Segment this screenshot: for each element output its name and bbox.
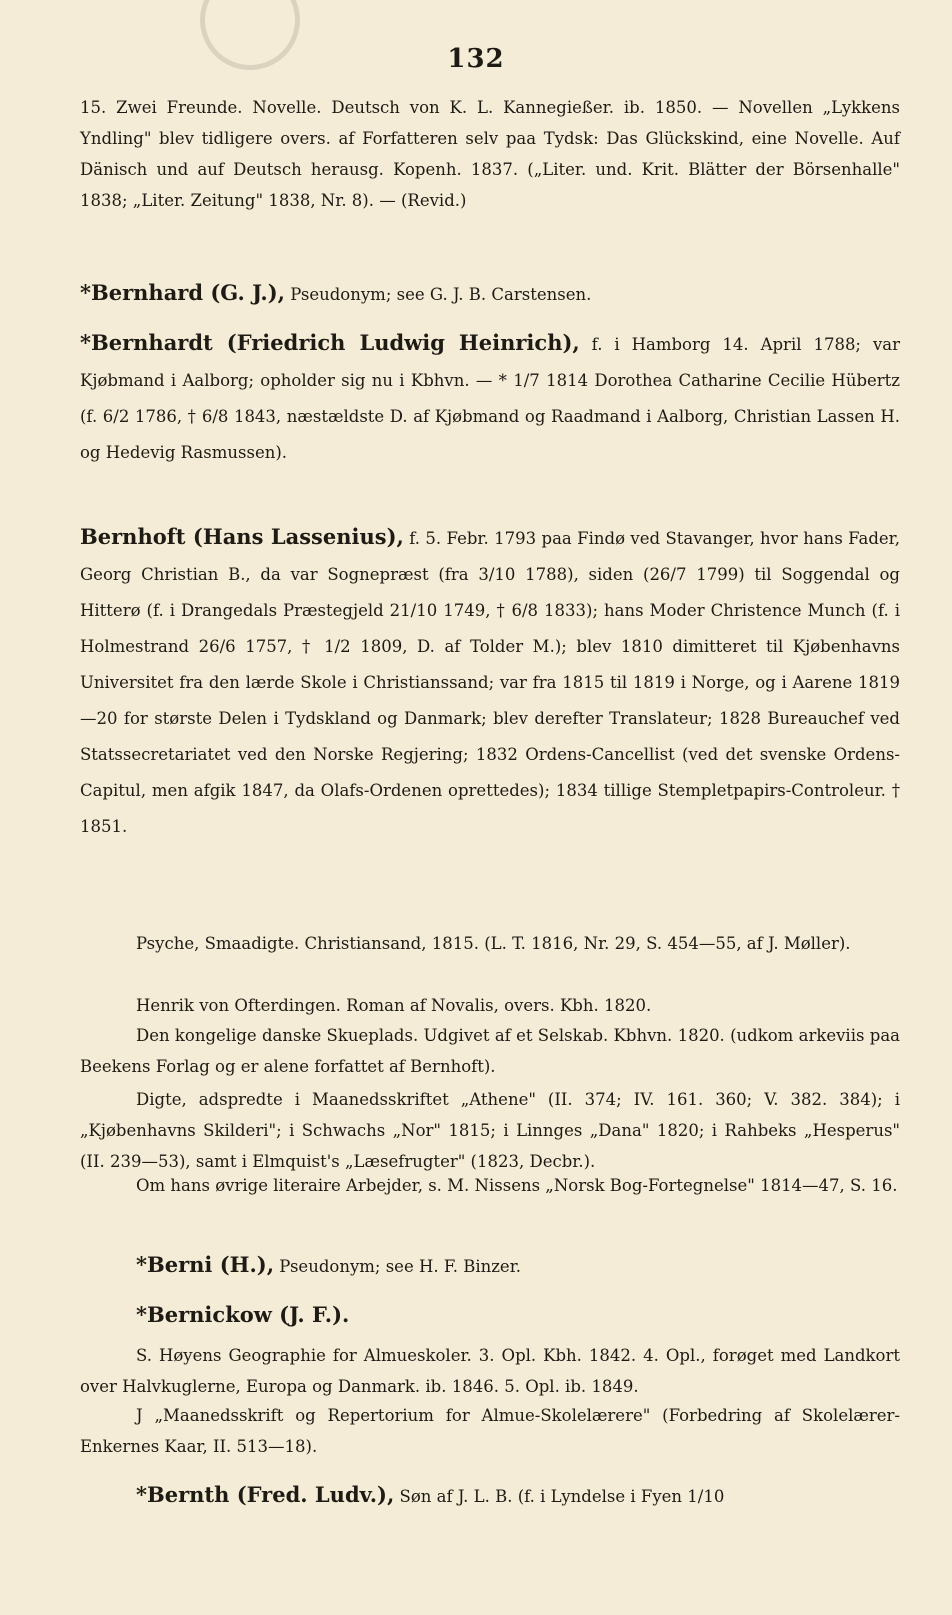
entry-name: *Bernickow (J. F.). [136, 1302, 350, 1327]
page-number: 132 [447, 44, 505, 74]
entry-name: Bernhoft (Hans Lassenius), [80, 524, 404, 549]
entry-name: *Bernth (Fred. Ludv.), [136, 1482, 395, 1507]
work-entry: Henrik von Ofterdingen. Roman af Novalis, overs. Kbh. 1820. [136, 996, 652, 1015]
entry-text-block: 15. Zwei Freunde. Novelle. Deutsch von K. L. Kannegießer. ib. 1850. — Novellen „Lykkens Yndling" blev tidligere overs. af Forfatteren selv paa Tydsk: Das Glückskind, eine Novelle. Auf Dänisch und auf Deutsch herausg. Kopenh. 1837. („Liter. und. Krit. Blätter der Börsenhalle" 1838; „Liter. Zeitung" 1838, Nr. 8). — (Revid.) [80, 98, 900, 210]
entry-heading [80, 326, 900, 470]
entry-text: Søn af J. L. B. (f. i Lyndelse i Fyen 1/10 [394, 1487, 725, 1506]
work-entry: Den kongelige danske Skueplads. Udgivet af et Selskab. Kbhvn. 1820. (udkom arkeviis paa Beekens Forlag og er alene forfattet af Bernhoft). [80, 1026, 900, 1076]
entry-text: f. 5. Febr. 1793 paa Findø ved Stavanger, hvor hans Fader, Georg Christian B., da var Sognepræst (fra 3/10 1788), siden (26/7 1799) til Soggendal og Hitterø (f. i Drangedals Præstegjeld 21/10 1749, † 6/8 1833); hans Moder Christence Munch (f. i Holmestrand 26/6 1757, † 1/2 1809, D. af Tolder M.); blev 1810 dimitteret til Kjøbenhavns Universitet fra den lærde Skole i Christianssand; var fra 1815 til 1819 i Norge, og i Aarene 1819—20 for største Delen i Tydskland og Danmark; blev derefter Translateur; 1828 Bureauchef ved Statssecretariatet ved den Norske Regjering; 1832 Ordens-Cancellist (ved det svenske Ordens-Capitul, men afgik 1847, da Olafs-Ordenen oprettedes); 1834 tillige Stempletpapirs-Controleur. † 1851. [80, 529, 900, 836]
entry-name: *Bernhard (G. J.), [80, 280, 285, 305]
entry-text: Pseudonym; see H. F. Binzer. [274, 1257, 522, 1276]
entry-heading [80, 1248, 900, 1284]
entry-heading [80, 1478, 900, 1514]
entry-heading [80, 276, 900, 312]
entry-name: *Bernhardt (Friedrich Ludwig Heinrich), [80, 330, 580, 355]
entry-heading [80, 1298, 900, 1334]
entry-text: Pseudonym; see G. J. B. Carstensen. [284, 285, 592, 304]
work-entry: J „Maanedsskrift og Repertorium for Almue-Skolelærere" (Forbedring af Skolelærer-Enkernes Kaar, II. 513—18). [80, 1406, 900, 1456]
work-entry: Om hans øvrige literaire Arbejder, s. M. Nissens „Norsk Bog-Fortegnelse" 1814—47, S. 16. [136, 1176, 898, 1195]
entry-name: *Berni (H.), [136, 1252, 275, 1277]
work-entry: Psyche, Smaadigte. Christiansand, 1815. (L. T. 1816, Nr. 29, S. 454—55, af J. Møller). [136, 934, 851, 953]
work-entry: S. Høyens Geographie for Almueskoler. 3. Opl. Kbh. 1842. 4. Opl., forøget med Landkort over Halvkuglerne, Europa og Danmark. ib. 1846. 5. Opl. ib. 1849. [80, 1346, 900, 1396]
entry-text: f. i Hamborg 14. April 1788; var Kjøbmand i Aalborg; opholder sig nu i Kbhvn. — * 1/7 1814 Dorothea Catharine Cecilie Hübertz (f. 6/2 1786, † 6/8 1843, næstældste D. af Kjøbmand og Raadmand i Aalborg, Christian Lassen H. og Hedevig Rasmussen). [80, 335, 900, 462]
entry-heading [80, 520, 900, 844]
work-entry: Digte, adspredte i Maanedsskriftet „Athene" (II. 374; IV. 161. 360; V. 382. 384); i „Kjøbenhavns Skilderi"; i Schwachs „Nor" 1815; i Linnges „Dana" 1820; i Rahbeks „Hesperus" (II. 239—53), samt i Elmquist's „Læsefrugter" (1823, Decbr.). [80, 1090, 900, 1171]
